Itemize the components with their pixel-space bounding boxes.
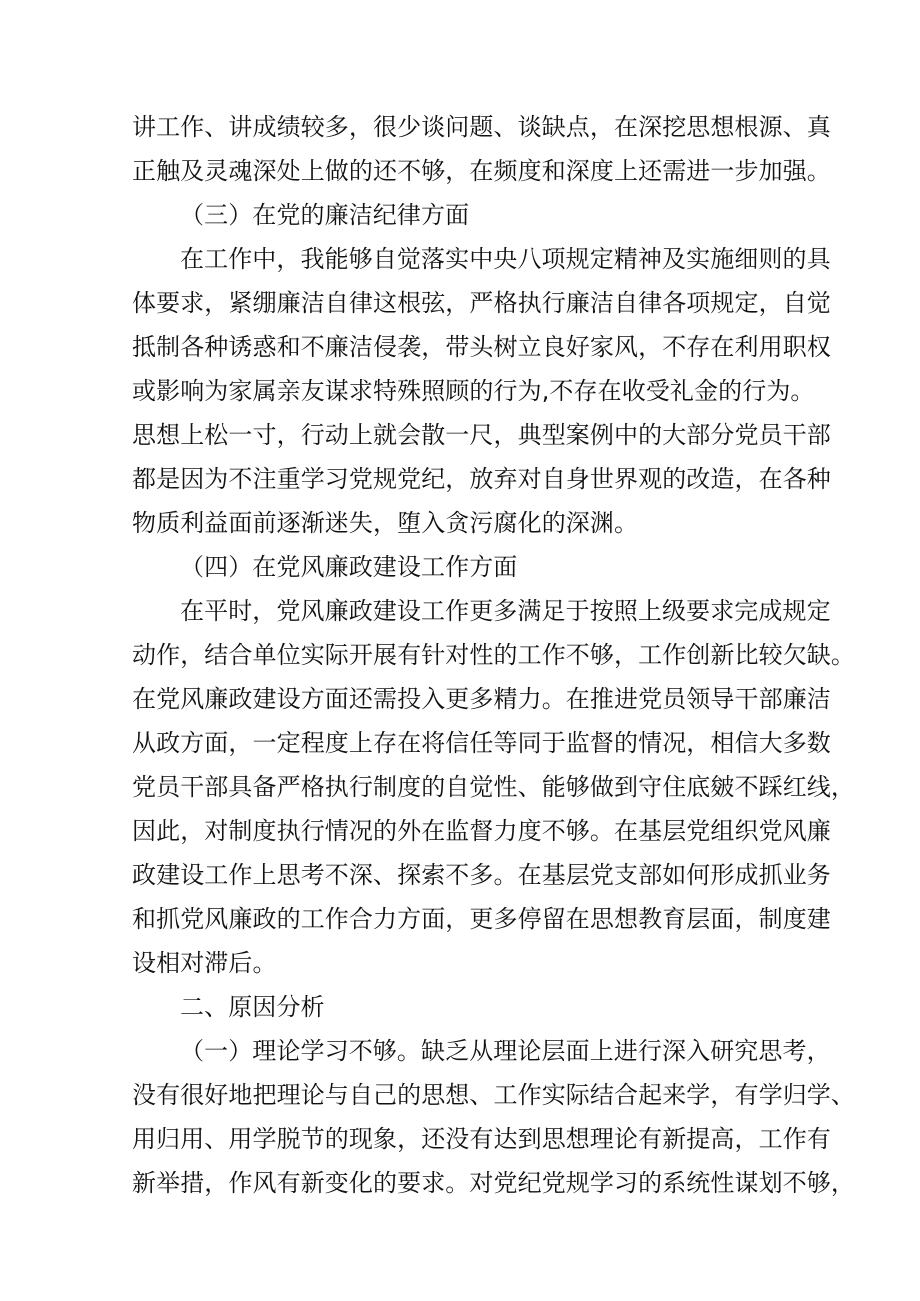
text-line: 都是因为不注重学习党规党纪，放弃对自身世界观的改造，在各种 [132,465,831,493]
text-line: 动作，结合单位实际开展有针对性的工作不够，工作创新比较欠缺。 [132,641,855,669]
section-heading-4: （四）在党风廉政建设工作方面 [180,553,518,581]
text-line: 设相对滞后。 [132,949,277,977]
text-line: 或影响为家属亲友谋求特殊照顾的行为,不存在收受礼金的行为。 [132,377,815,405]
text-line: 在工作中，我能够自觉落实中央八项规定精神及实施细则的具 [180,245,831,273]
text-line: 用归用、用学脱节的现象，还没有达到思想理论有新提高，工作有 [132,1125,831,1153]
text-line: 政建设工作上思考不深、探索不多。在基层党支部如何形成抓业务 [132,861,831,889]
text-line: 讲工作、讲成绩较多，很少谈问题、谈缺点，在深挖思想根源、真 [132,113,831,141]
text-line: 和抓党风廉政的工作合力方面，更多停留在思想教育层面，制度建 [132,905,831,933]
text-line: 体要求，紧绷廉洁自律这根弦，严格执行廉洁自律各项规定，自觉 [132,289,831,317]
text-line: 正触及灵魂深处上做的还不够，在频度和深度上还需进一步加强。 [132,157,831,185]
text-line: （一）理论学习不够。缺乏从理论层面上进行深入研究思考， [180,1037,831,1065]
text-line: 没有很好地把理论与自己的思想、工作实际结合起来学，有学归学、 [132,1081,855,1109]
text-line: 新举措，作风有新变化的要求。对党纪党规学习的系统性谋划不够， [132,1169,855,1197]
chapter-heading-2: 二、原因分析 [180,993,325,1021]
text-line: 在党风廉政建设方面还需投入更多精力。在推进党员领导干部廉洁 [132,685,831,713]
text-line: 从政方面，一定程度上存在将信任等同于监督的情况，相信大多数 [132,729,831,757]
text-line: 因此，对制度执行情况的外在监督力度不够。在基层党组织党风廉 [132,817,831,845]
text-line: 党员干部具备严格执行制度的自觉性、能够做到守住底皴不踩红线， [132,773,855,801]
text-line: 物质利益面前逐渐迷失，堕入贪污腐化的深渊。 [132,509,639,537]
text-line: 抵制各种诱惑和不廉洁侵袭，带头树立良好家风，不存在利用职权 [132,333,831,361]
text-line: 思想上松一寸，行动上就会散一尺，典型案例中的大部分党员干部 [132,421,831,449]
section-heading-3: （三）在党的廉洁纪律方面 [180,201,470,229]
text-line: 在平时，党风廉政建设工作更多满足于按照上级要求完成规定 [180,597,831,625]
